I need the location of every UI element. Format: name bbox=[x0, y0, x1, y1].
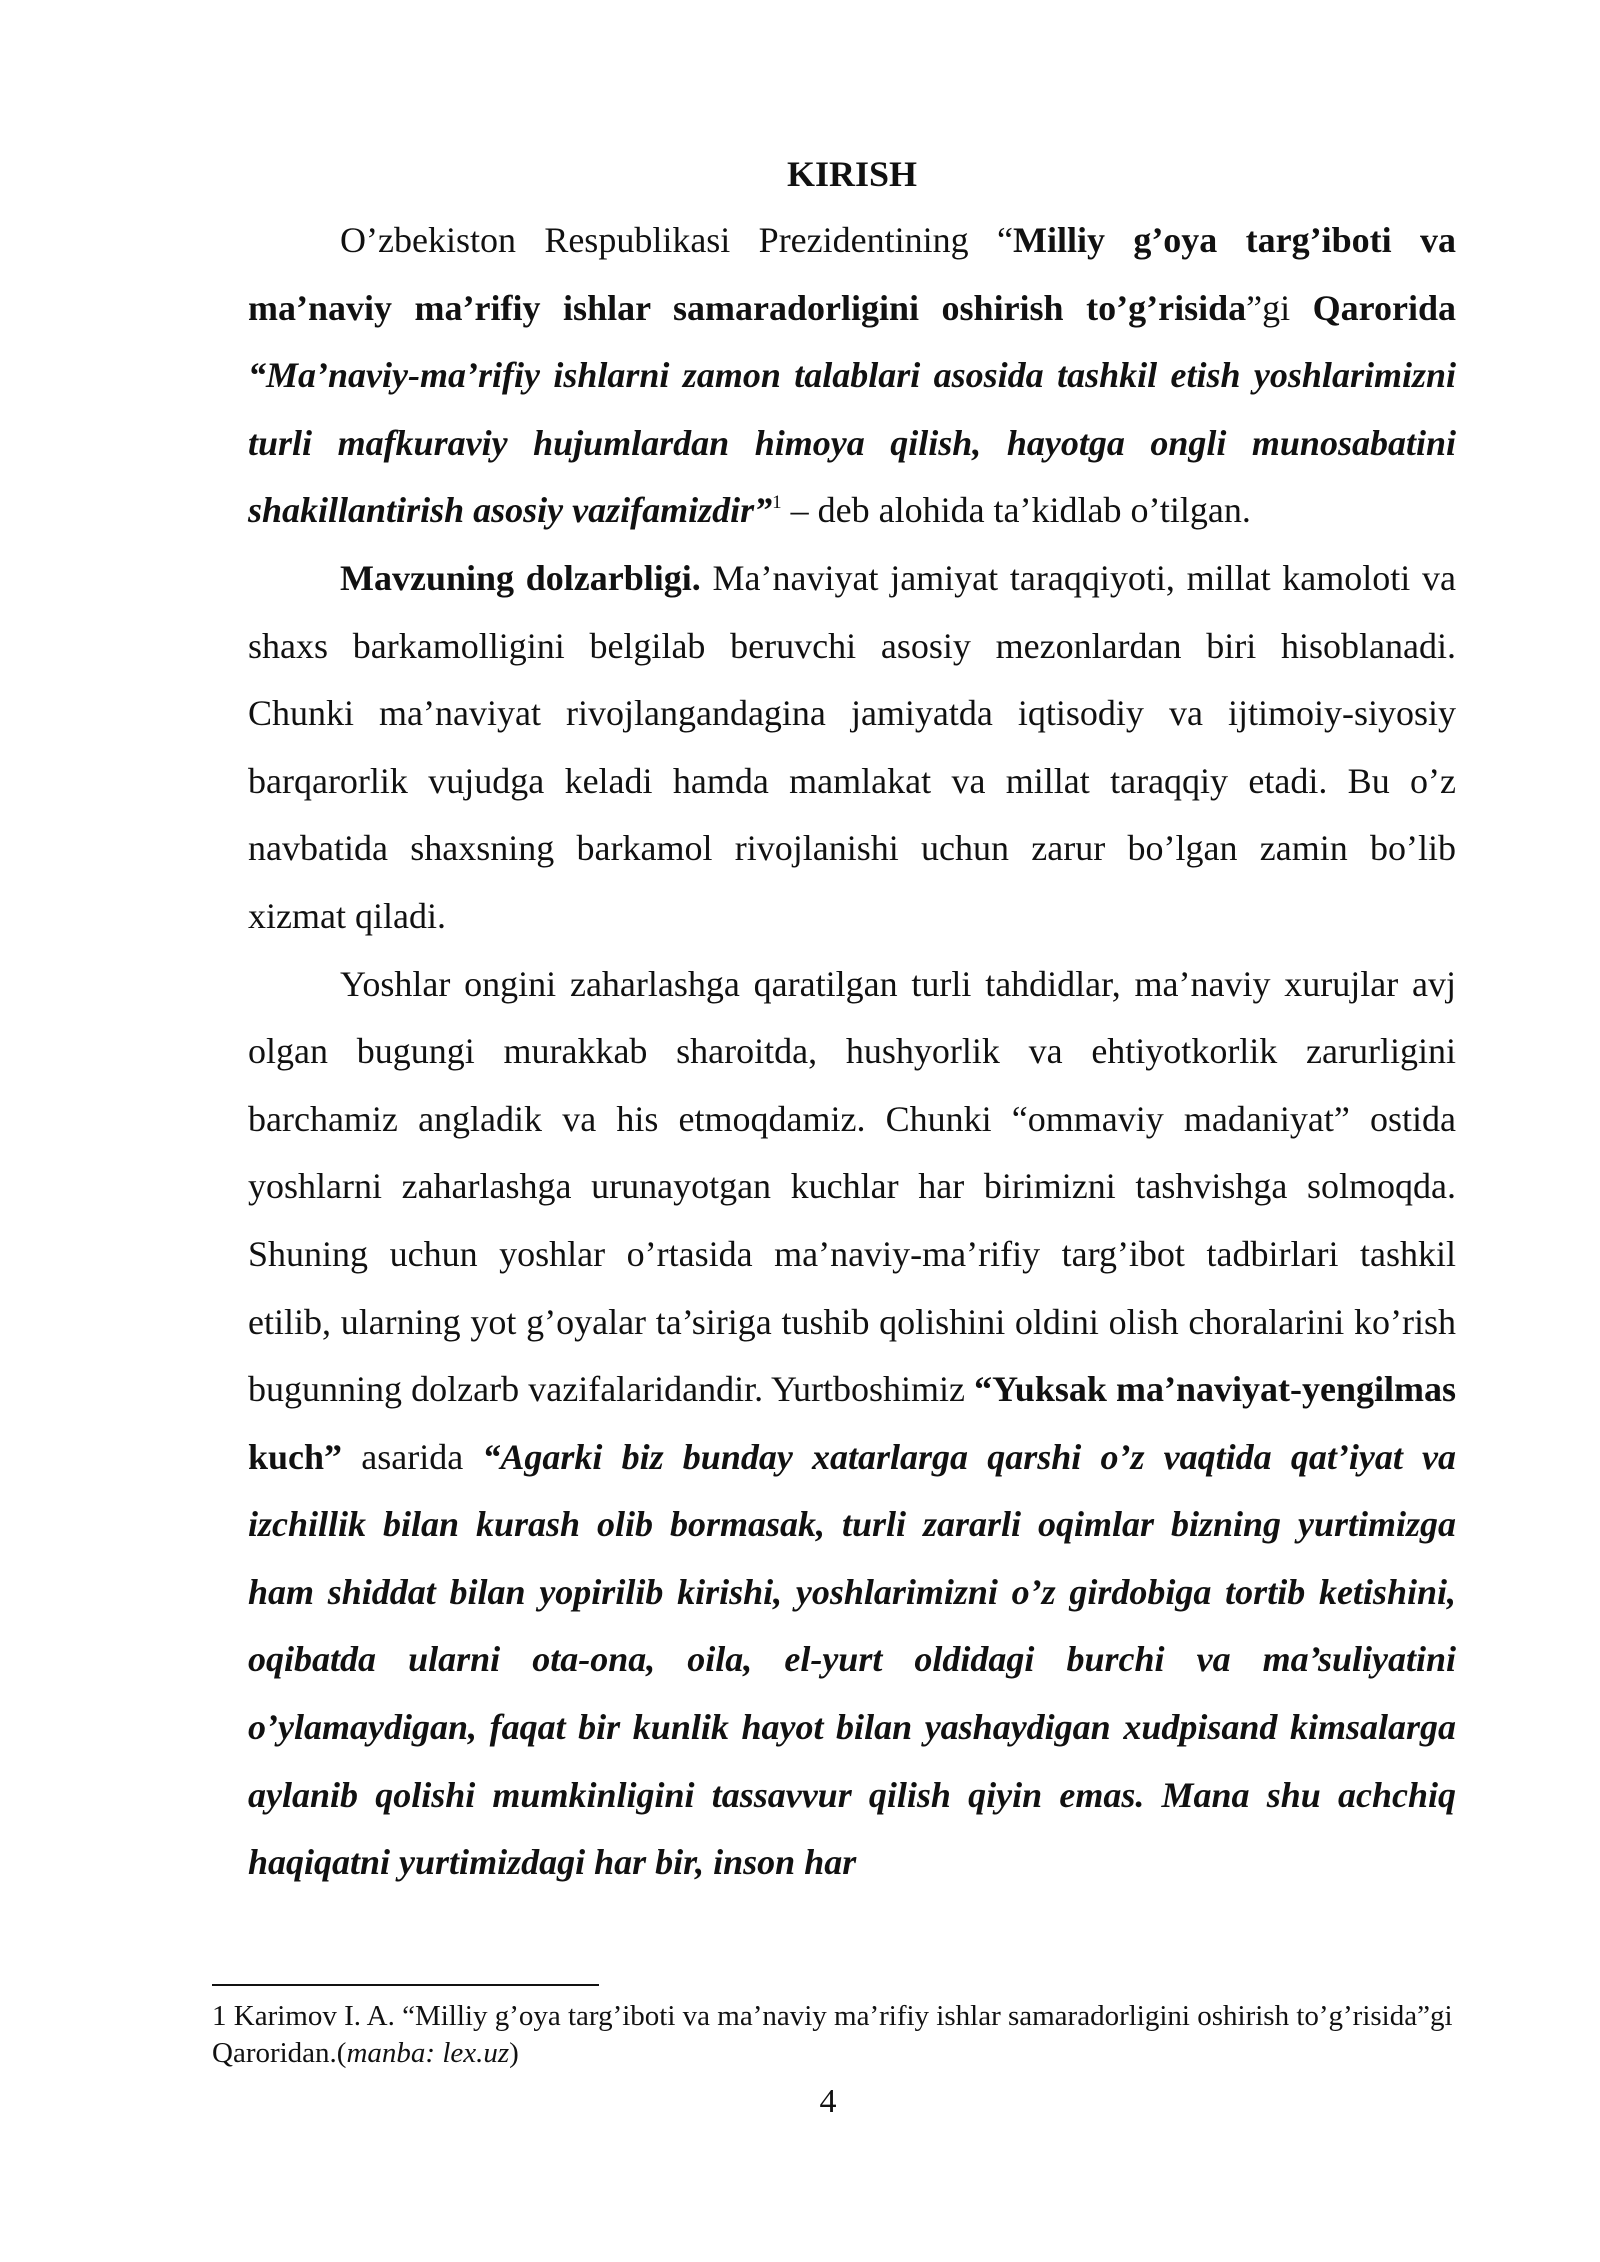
text-run: ”gi bbox=[1246, 287, 1313, 328]
footnote-source: manba: lex.uz bbox=[346, 2037, 510, 2069]
text-run: O’zbekiston Respublikasi Prezidentining “ bbox=[340, 220, 1013, 260]
bold-book-title: “Yuksak ma’naviyat-yengilmas kuch” bbox=[248, 1369, 1457, 1477]
paragraph-youth-threats bbox=[248, 951, 1456, 1897]
paragraph-relevance bbox=[248, 545, 1456, 951]
footnote-text: Karimov I. A. “Milliy g’oya targ’iboti va ma’naviy ma’rifiy ishlar samaradorligini oshirish to’g’risida”gi Qaroridan.( bbox=[212, 2000, 1453, 2069]
body-text bbox=[248, 207, 1456, 1897]
text-run: Yoshlar ongini zaharlashga qaratilgan turli tahdidlar, ma’naviy xurujlar avj olgan bugungi murakkab sharoitda, hushyorlik va ehtiyotkorlik zarurligini barchamiz angladik va his etmoqdamiz. Chunki “ommaviy madaniyat” ostida yoshlarni zaharlashga urunayotgan kuchlar har birimizni tashvishga solmoqda. Shuning uchun yoshlar o’rtasida ma’naviy-ma’rifiy targ’ibot tadbirlari tashkil etilib, ularning yot g’oyalar ta’siriga tushib qolishini oldini olish choralarini ko’rish bugunning dolzarb vazifalaridandir. Yurtboshimiz bbox=[248, 963, 1456, 1410]
footnote-reference: 1 bbox=[772, 492, 782, 514]
section-heading: KIRISH bbox=[786, 154, 918, 194]
text-run: asarida bbox=[342, 1436, 483, 1477]
footnote-number: 1 bbox=[212, 2000, 227, 2032]
bold-italic-quote: “Agarki biz bunday xatarlarga qarshi o’z vaqtida qat’iyat va izchillik bilan kurash olib bormasak, turli zararli oqimlar bizning yurtimizga ham shiddat bilan yopirilib kirishi, yoshlarimizni o’z girdobiga tortib ketishini, oqibatda ularni ota-ona, oila, el-yurt oldidagi burchi va ma’suliyatini o’ylamaydigan, faqat bir kunlik hayot bilan yashaydigan xudpisand kimsalarga aylanib qolishi mumkinligini tassavvur qilish qiyin emas. Mana shu achchiq haqiqatni yurtimizdagi har bir, inson har bbox=[248, 1436, 1456, 1883]
bold-resolution-title: Milliy g’oya targ’iboti va ma’naviy ma’rifiy ishlar samaradorligini oshirish to’g’risida bbox=[248, 220, 1456, 328]
page-number: 4 bbox=[819, 2083, 837, 2120]
bold-italic-quote: “Ma’naviy-ma’rifiy ishlarni zamon talablari asosida tashkil etish yoshlarimizni turli mafkuraviy hujumlardan himoya qilish, hayotga ongli munosabatini shakillantirish asosiy vazifamizdir” bbox=[248, 355, 1456, 531]
text-run: Ma’naviyat jamiyat taraqqiyoti, millat kamoloti va shaxs barkamolligini belgilab beruvchi asosiy mezonlardan biri hisoblanadi. Chunki ma’naviyat rivojlangandagina jamiyatda iqtisodiy va ijtimoiy-siyosiy barqarorlik vujudga keladi hamda mamlakat va millat taraqqiy etadi. Bu o’z navbatida shaxsning barkamol rivojlanishi uchun zarur bo’lgan zamin bo’lib xizmat qiladi. bbox=[248, 557, 1457, 936]
text-run: – deb alohida ta’kidlab o’tilgan. bbox=[781, 490, 1251, 531]
paragraph-resolution-quote bbox=[248, 207, 1456, 545]
footnote-text: ) bbox=[509, 2037, 519, 2069]
footnote-separator bbox=[212, 1984, 599, 1986]
bold-lead-in: Mavzuning dolzarbligi. bbox=[340, 557, 701, 598]
footnote bbox=[212, 1998, 1472, 2072]
bold-text: Qarorida bbox=[1312, 287, 1457, 328]
